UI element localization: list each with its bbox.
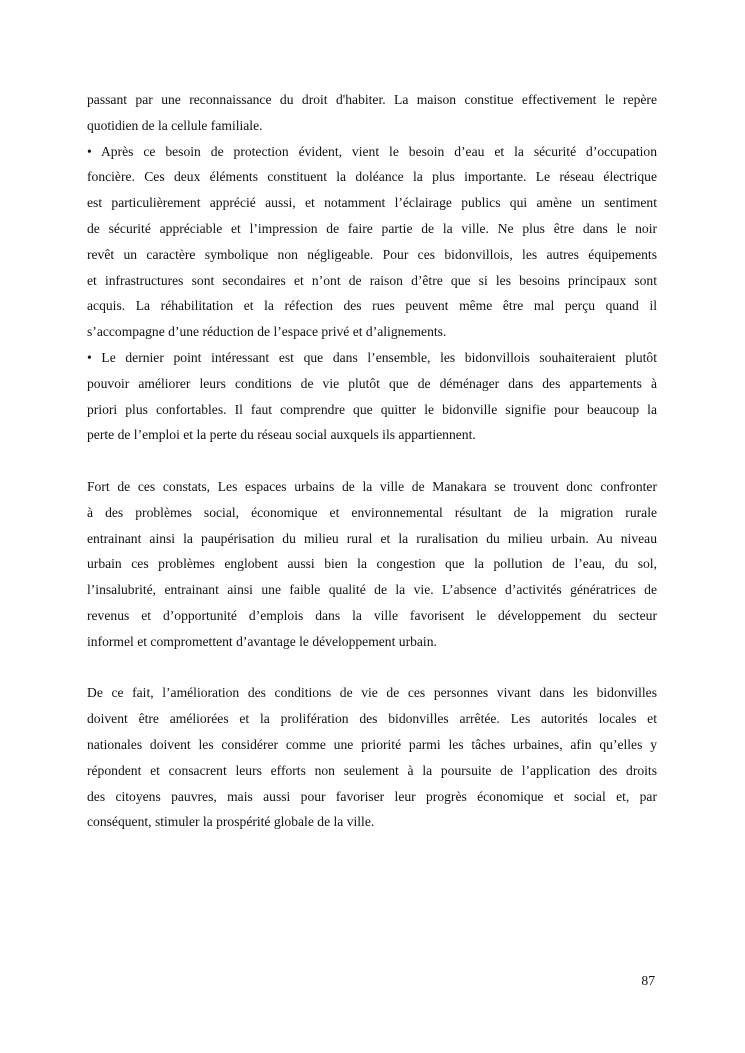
text-line: foncière. Ces deux éléments constituent la doléance la plus importante. Le réseau électrique [87,169,657,185]
text-line: entrainant ainsi la paupérisation du milieu rural et la ruralisation du milieu urbain. Au niveau [87,530,657,546]
text-line: • Après ce besoin de protection évident, vient le besoin d’eau et la sécurité d’occupation [87,143,657,159]
text-line: conséquent, stimuler la prospérité globale de la ville. [87,814,375,830]
text-line: de sécurité appréciable et l’impression de faire partie de la ville. Ne plus être dans le noir [87,220,657,236]
document-body [87,87,657,835]
paragraph-intro [87,87,657,139]
paragraph-findings [87,474,657,655]
text-line: • Le dernier point intéressant est que dans l’ensemble, les bidonvillois souhaiteraient plutôt [87,349,657,365]
bullet-paragraph-water-security [87,139,657,345]
paragraph-conclusion [87,680,657,835]
text-line: acquis. La réhabilitation et la réfection des rues peuvent même être mal perçu quand il [87,298,657,314]
text-line: répondent et consacrent leurs efforts non seulement à la poursuite de l’application des droits [87,762,657,778]
text-line: nationales doivent les considérer comme une priorité parmi les tâches urbaines, afin qu’elles y [87,736,657,752]
bullet-paragraph-living-conditions [87,345,657,448]
text-line: revêt un caractère symbolique non négligeable. Pour ces bidonvillois, les autres équipements [87,246,657,262]
text-line: pouvoir améliorer leurs conditions de vie plutôt que de déménager dans des appartements à [87,375,657,391]
text-line: des citoyens pauvres, mais aussi pour favoriser leur progrès économique et social et, par [87,788,657,804]
text-line: De ce fait, l’amélioration des conditions de vie de ces personnes vivant dans les bidonvilles [87,685,657,701]
text-line: à des problèmes social, économique et environnemental résultant de la migration rurale [87,504,657,520]
page-number: 87 [641,973,655,988]
text-line: et infrastructures sont secondaires et n’ont de raison d’être que si les besoins principaux sont [87,272,657,288]
text-line: revenus et d’opportunité d’emplois dans la ville favorisent le développement du secteur [87,607,657,623]
text-line: urbain ces problèmes englobent aussi bien la congestion que la pollution de l’eau, du sol, [87,556,657,572]
text-line: perte de l’emploi et la perte du réseau social auxquels ils appartiennent. [87,427,476,443]
text-line: l’insalubrité, entrainant ainsi une faible qualité de la vie. L’absence d’activités génératrices de [87,582,657,598]
text-line: doivent être améliorées et la prolifération des bidonvilles arrêtée. Les autorités locales et [87,711,657,727]
text-line: quotidien de la cellule familiale. [87,117,263,133]
text-line: Fort de ces constats, Les espaces urbains de la ville de Manakara se trouvent donc confronter [87,478,657,494]
text-line: passant par une reconnaissance du droit d'habiter. La maison constitue effectivement le repère [87,92,657,107]
text-line: informel et compromettent d’avantage le développement urbain. [87,633,437,649]
text-line: priori plus confortables. Il faut comprendre que quitter le bidonville signifie pour beaucoup la [87,401,657,417]
text-line: est particulièrement apprécié aussi, et notamment l’éclairage publics qui amène un sentiment [87,195,657,211]
text-line: s’accompagne d’une réduction de l’espace privé et d’alignements. [87,324,447,340]
